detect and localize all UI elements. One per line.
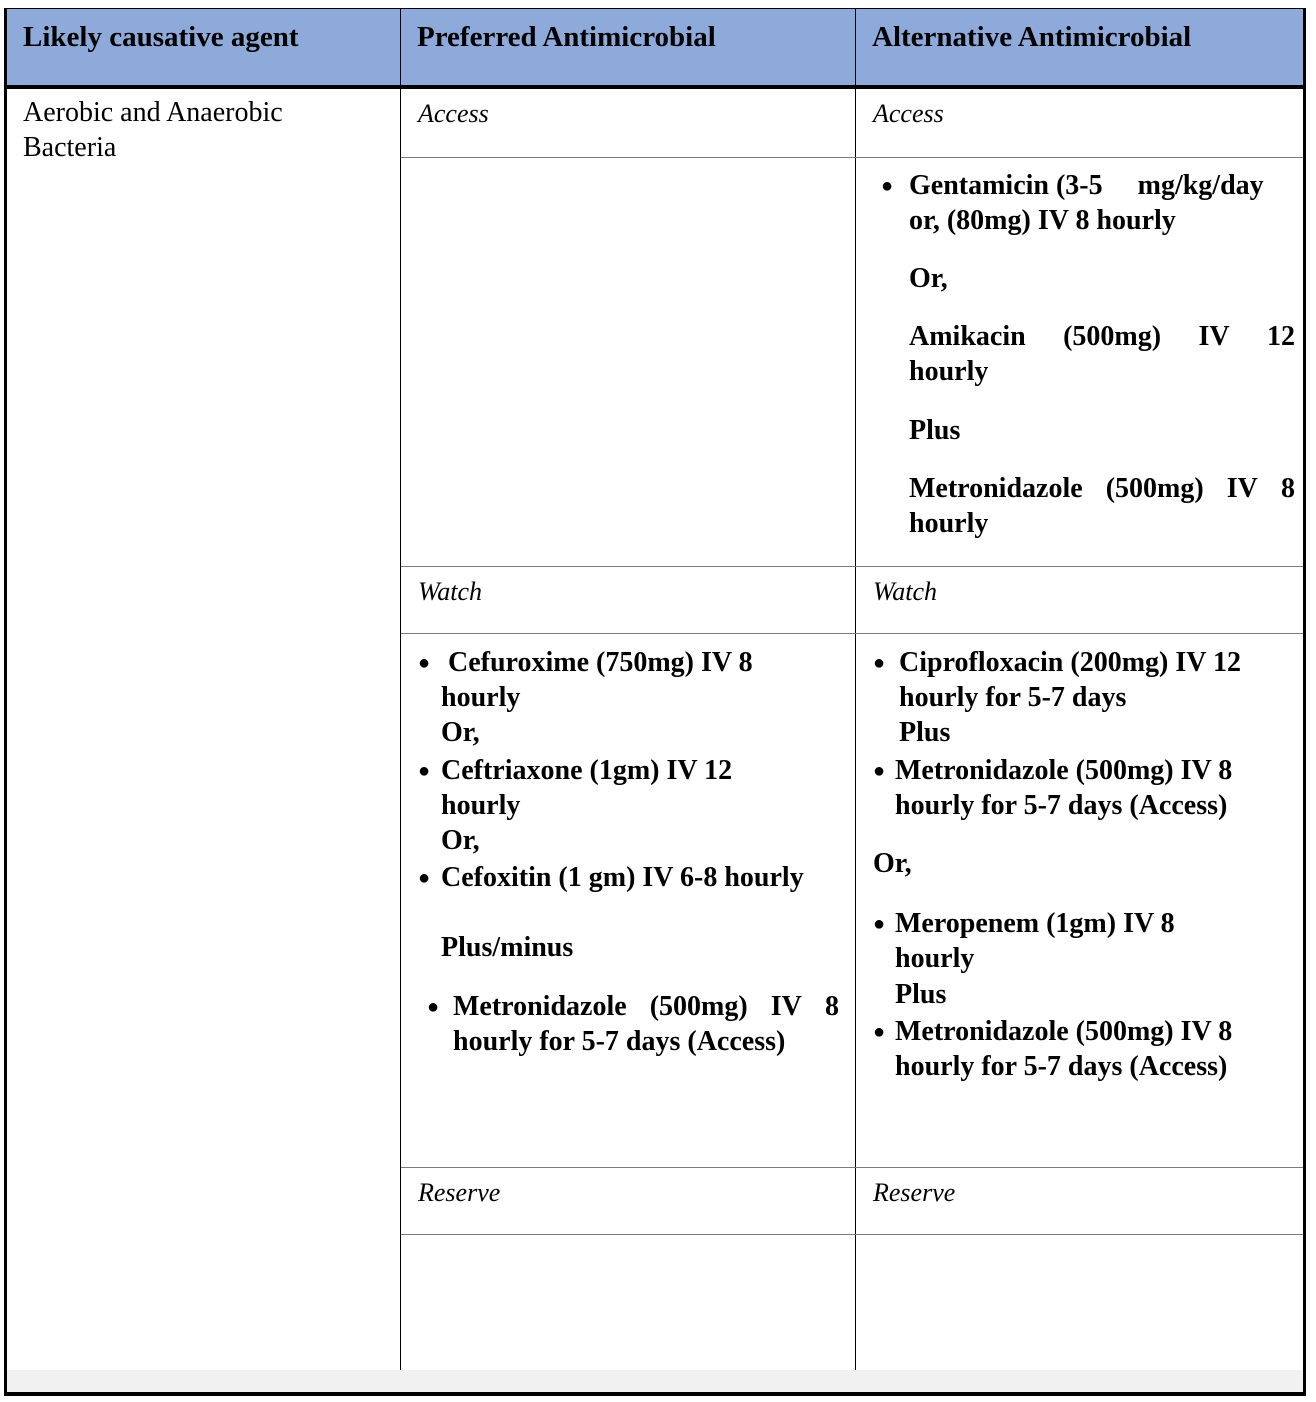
header-preferred-antimicrobial: Preferred Antimicrobial: [417, 21, 716, 53]
connector-or: Or,: [873, 848, 912, 879]
drug-word: IV: [770, 991, 802, 1022]
antimicrobial-table: [4, 8, 1306, 1396]
drug-word: 8: [824, 991, 839, 1022]
category-label-reserve-alternative: Reserve: [873, 1178, 956, 1207]
watch-preferred-cefoxitin: Cefoxitin (1 gm) IV 6-8 hourly: [441, 862, 804, 893]
bullet-icon: ●: [873, 760, 886, 782]
access-alternative-gentamicin: [909, 168, 1295, 238]
watch-alternative-meropenem-line2: hourly: [895, 943, 975, 974]
drug-word: (500mg): [1063, 321, 1162, 352]
row-divider: [401, 157, 1303, 158]
bullet-icon: ●: [418, 867, 431, 889]
connector-plus: Plus: [909, 415, 961, 446]
drug-line: hourly for 5-7 days (Access): [453, 1026, 786, 1057]
drug-word: 12: [1266, 321, 1295, 352]
connector-plus: Plus: [899, 717, 951, 748]
category-label-access-alternative: Access: [873, 99, 944, 128]
watch-alternative-meropenem-line1: Meropenem (1gm) IV 8: [895, 908, 1175, 939]
drug-line-justified: [909, 471, 1295, 506]
column-divider: [855, 9, 856, 1393]
header-alternative-antimicrobial: Alternative Antimicrobial: [872, 21, 1192, 53]
drug-word: (500mg): [649, 991, 748, 1022]
access-alternative-amikacin: [909, 319, 1295, 389]
category-label-access-preferred: Access: [418, 99, 489, 128]
drug-word: 8: [1280, 473, 1295, 504]
drug-word: (500mg): [1105, 473, 1204, 504]
column-divider: [400, 9, 401, 1393]
drug-line: Gentamicin (3-5 mg/kg/day: [909, 170, 1264, 201]
drug-word: IV: [1226, 473, 1258, 504]
watch-preferred-ceftriaxone-line2: hourly: [441, 790, 521, 821]
watch-alternative-metronidazole2-line2: hourly for 5-7 days (Access): [895, 1051, 1228, 1082]
bullet-icon: ●: [881, 175, 894, 197]
header-likely-causative-agent: Likely causative agent: [23, 21, 299, 53]
row-divider: [401, 1234, 1303, 1235]
drug-line: hourly: [909, 508, 989, 539]
drug-line-justified: [453, 989, 839, 1024]
drug-line: hourly: [909, 356, 989, 387]
watch-preferred-metronidazole: [453, 989, 839, 1059]
watch-preferred-ceftriaxone-line1: Ceftriaxone (1gm) IV 12: [441, 755, 733, 786]
drug-line-justified: [909, 319, 1295, 354]
category-label-reserve-preferred: Reserve: [418, 1178, 501, 1207]
connector-plus-minus: Plus/minus: [441, 932, 574, 963]
drug-line: or, (80mg) IV 8 hourly: [909, 205, 1176, 236]
connector-or: Or,: [441, 717, 480, 748]
drug-word: Metronidazole: [909, 473, 1083, 504]
access-alternative-metronidazole: [909, 471, 1295, 541]
table-header-row: [7, 9, 1303, 89]
causative-agent-cell: [23, 95, 283, 165]
watch-preferred-cefuroxime-line1: Cefuroxime (750mg) IV 8: [448, 647, 753, 678]
watch-preferred-cefuroxime-line2: hourly: [441, 682, 521, 713]
bullet-icon: ●: [427, 996, 440, 1018]
bullet-icon: ●: [873, 1021, 886, 1043]
drug-word: IV: [1198, 321, 1230, 352]
bullet-icon: ●: [418, 760, 431, 782]
drug-word: Metronidazole: [453, 991, 627, 1022]
connector-or: Or,: [441, 825, 480, 856]
bullet-icon: ●: [418, 652, 431, 674]
causative-agent-line: Aerobic and Anaerobic: [23, 97, 283, 128]
bullet-icon: ●: [873, 652, 886, 674]
row-divider: [401, 633, 1303, 634]
connector-plus: Plus: [895, 979, 947, 1010]
bullet-icon: ●: [873, 913, 886, 935]
category-label-watch-alternative: Watch: [873, 577, 938, 606]
row-divider: [401, 1167, 1303, 1168]
category-label-watch-preferred: Watch: [418, 577, 483, 606]
watch-alternative-metronidazole-line2: hourly for 5-7 days (Access): [895, 790, 1228, 821]
watch-alternative-ciprofloxacin-line2: hourly for 5-7 days: [899, 682, 1127, 713]
drug-word: Amikacin: [909, 321, 1026, 352]
bottom-shading: [7, 1370, 1303, 1392]
watch-alternative-metronidazole2-line1: Metronidazole (500mg) IV 8: [895, 1016, 1233, 1047]
watch-alternative-metronidazole-line1: Metronidazole (500mg) IV 8: [895, 755, 1233, 786]
watch-alternative-ciprofloxacin-line1: Ciprofloxacin (200mg) IV 12: [899, 647, 1241, 678]
row-divider: [401, 566, 1303, 567]
connector-or: Or,: [909, 263, 948, 294]
causative-agent-line: Bacteria: [23, 132, 117, 163]
